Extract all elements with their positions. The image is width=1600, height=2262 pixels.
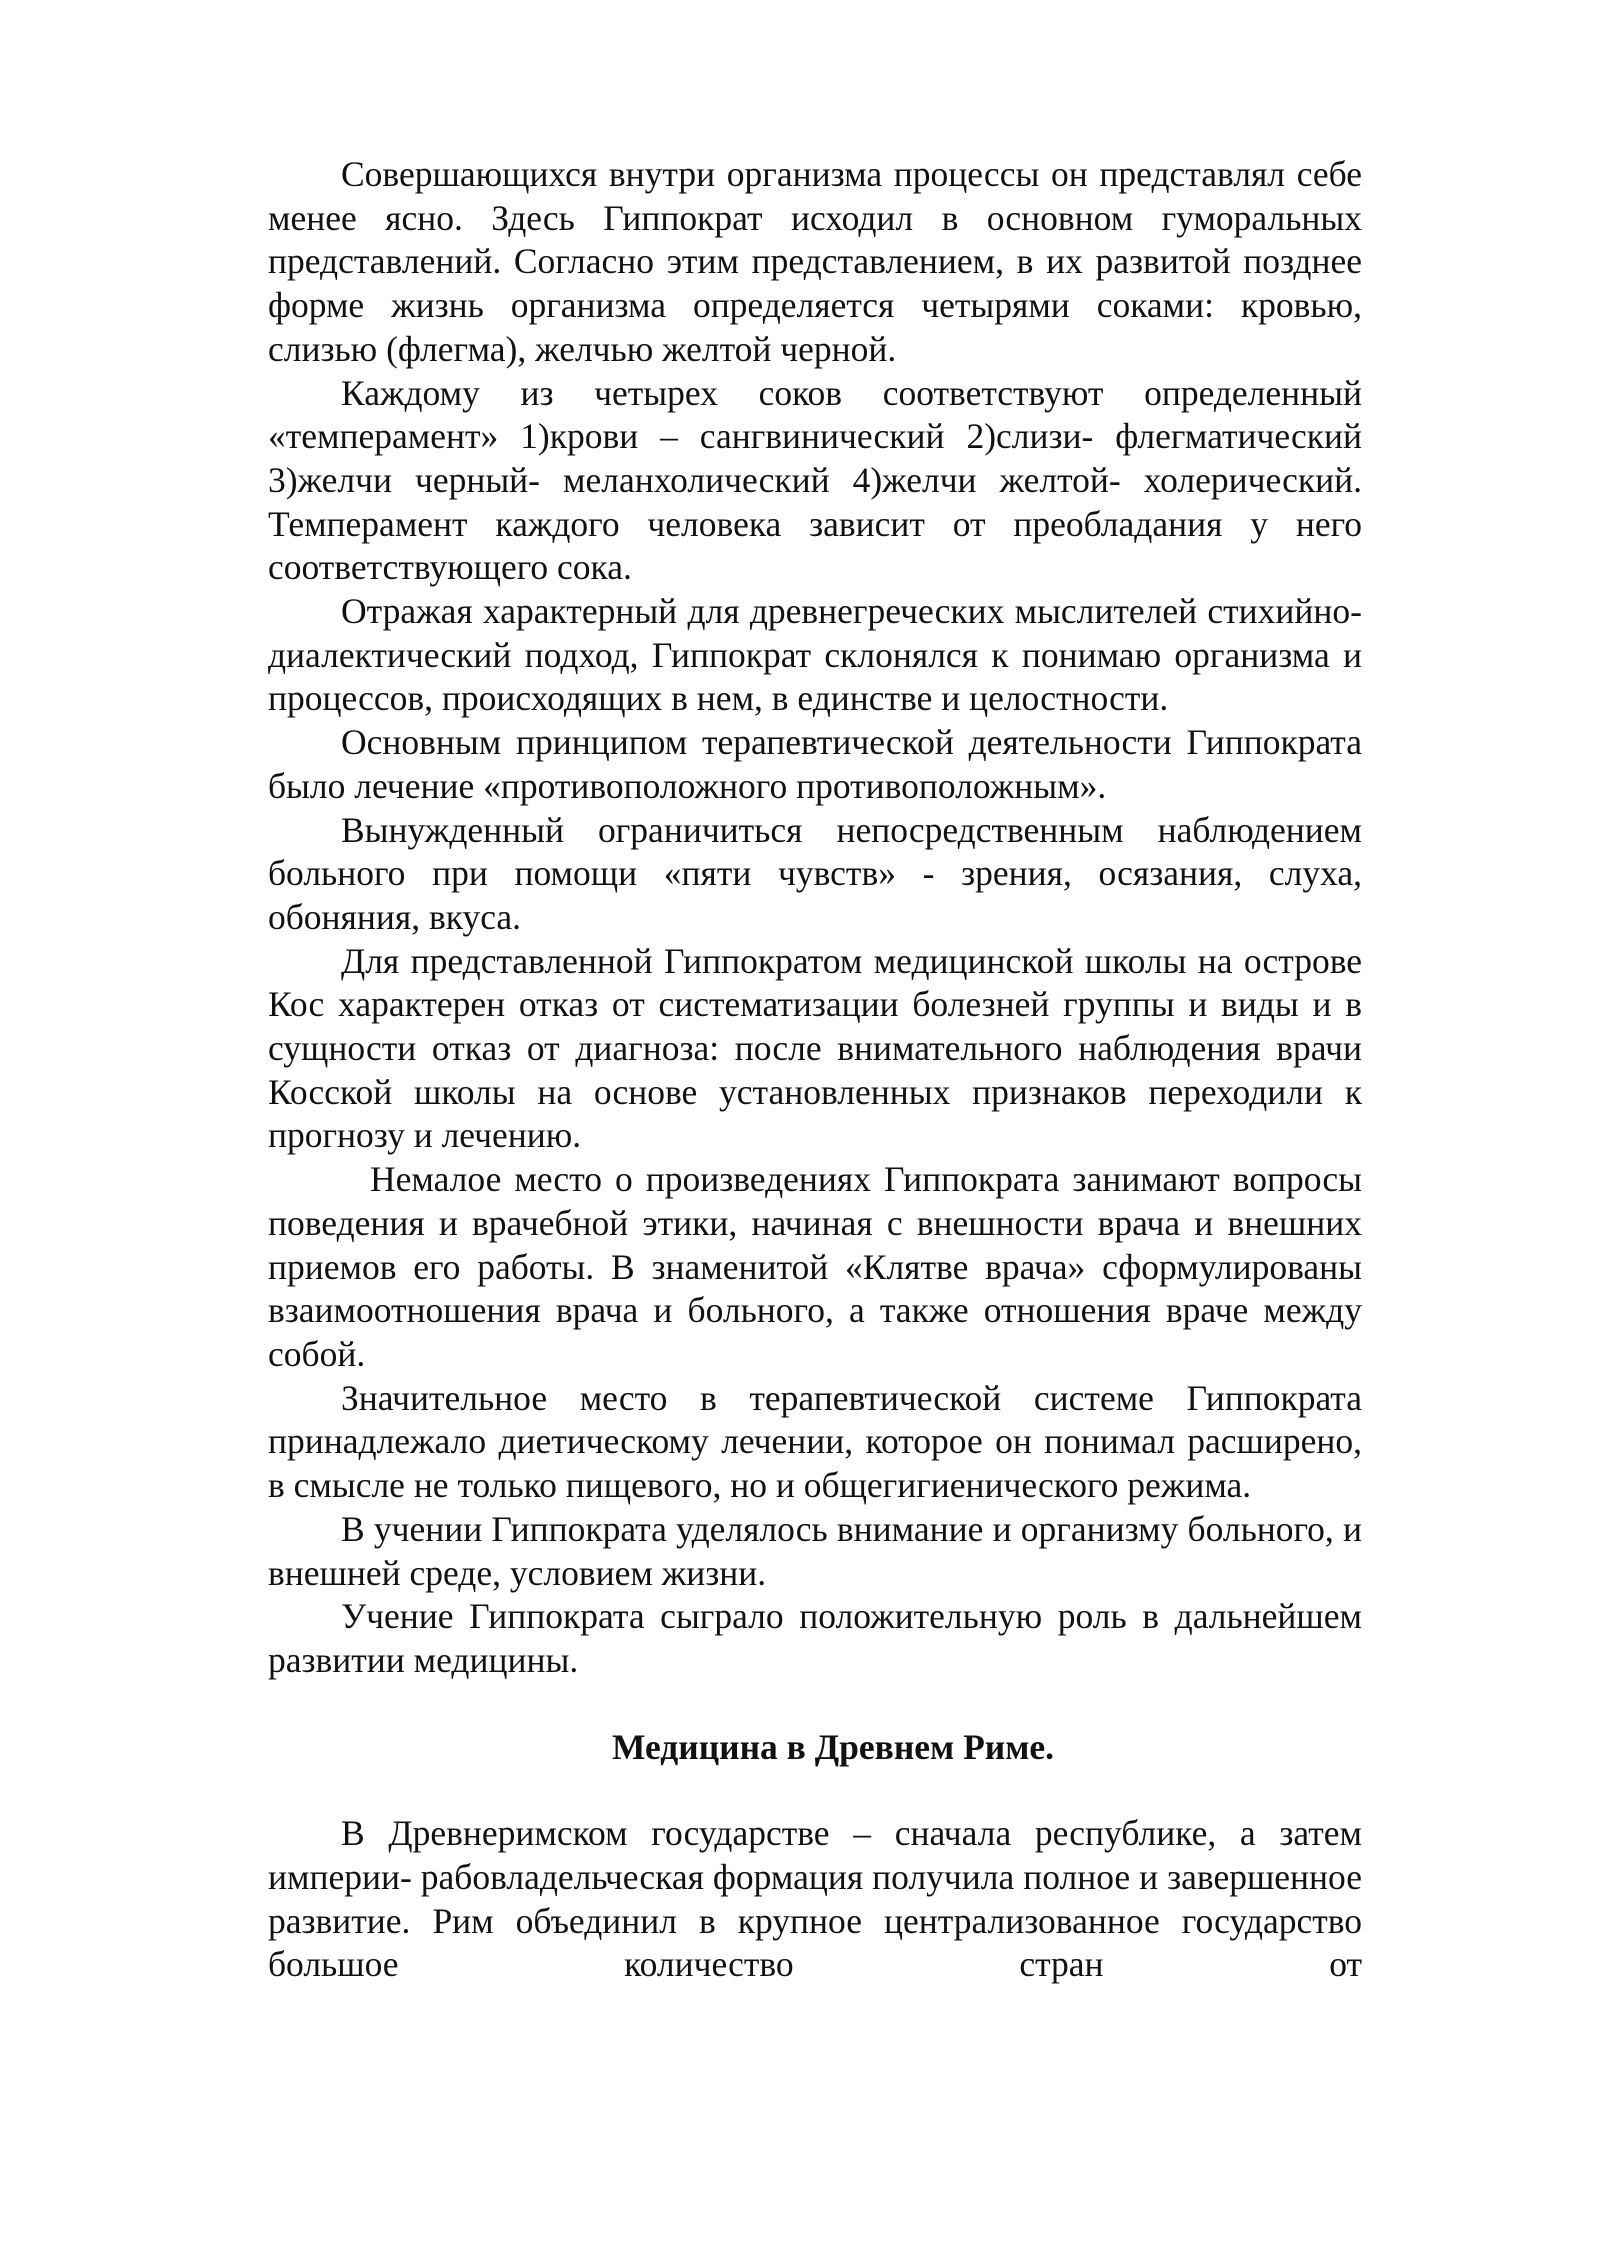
paragraph-dialectical-approach: Отражая характерный для древнегреческих мыслителей стихийно-диалектический подход, Гиппократ склонялся к понимаю организма и процессов, происходящих в нем, в единстве и целостности. — [268, 591, 1362, 719]
paragraph-temperaments: Каждому из четырех соков соответствуют определенный «темперамент» 1)крови – сангвинический 2)слизи- флегматический 3)желчи черный- меланхолический 4)желчи желтой- холерический. Темперамент каждого человека зависит от преобладания у него соответствующего сока. — [268, 372, 1362, 588]
paragraph-kos-school: Для представленной Гиппократом медицинской школы на острове Кос характерен отказ от систематизации болезней группы и виды и в сущности отказ от диагноза: после внимательного наблюдения врачи Косской школы на основе установленных признаков переходили к прогнозу и лечению. — [268, 940, 1362, 1156]
paragraph-ancient-rome: В Древнеримском государстве – сначала республике, а затем империи- рабовладельческая формация получила полное и завершенное развитие. Рим объединил в крупное централизованное государство большое количество стран от — [268, 1813, 1362, 1985]
paragraph-environment: В учении Гиппократа уделялось внимание и организму больного, и внешней среде, условием жизни. — [268, 1508, 1362, 1593]
paragraph-five-senses: Вынужденный ограничиться непосредственным наблюдением больного при помощи «пяти чувств» - зрения, осязания, слуха, обоняния, вкуса. — [268, 809, 1362, 937]
paragraph-medical-ethics: Немалое место о произведениях Гиппократа занимают вопросы поведения и врачебной этики, начиная с внешности врача и внешних приемов его работы. В знаменитой «Клятве врача» сформулированы взаимоотношения врача и больного, а также отношения враче между собой. — [268, 1159, 1362, 1374]
paragraph-humoral-theory: Совершающихся внутри организма процессы он представлял себе менее ясно. Здесь Гиппократ исходил в основном гуморальных представлений. Согласно этим представлением, в их развитой позднее форме жизнь организма определяется четырями соками: кровью, слизью (флегма), желчью желтой черной. — [268, 154, 1362, 369]
paragraph-legacy: Учение Гиппократа сыграло положительную роль в дальнейшем развитии медицины. — [268, 1596, 1362, 1680]
paragraph-therapeutic-principle: Основным принципом терапевтической деятельности Гиппократа было лечение «противоположного противоположным». — [268, 722, 1362, 806]
section-heading: Медицина в Древнем Риме. — [611, 1726, 1055, 1767]
document-body — [268, 153, 1362, 1987]
paragraph-dietetics: Значительное место в терапевтической системе Гиппократа принадлежало диетическому лечении, которое он понимал расширено, в смысле не только пищевого, но и общегигиенического режима. — [268, 1377, 1362, 1506]
